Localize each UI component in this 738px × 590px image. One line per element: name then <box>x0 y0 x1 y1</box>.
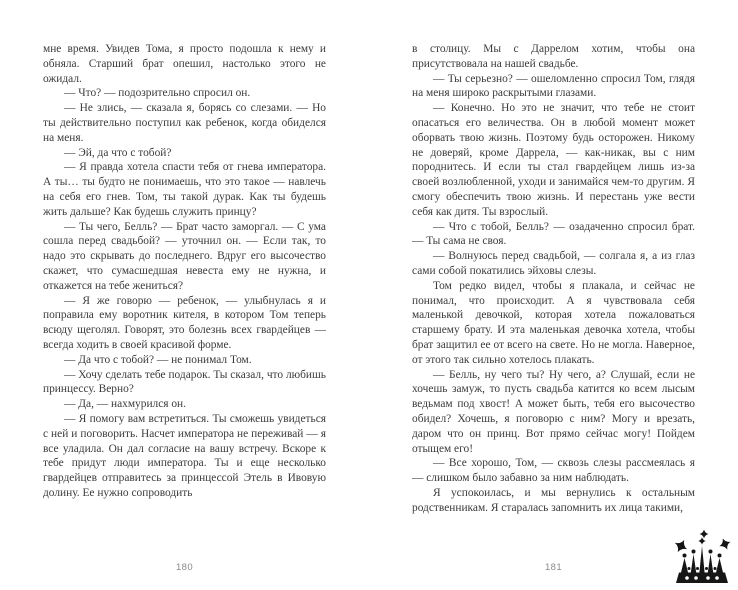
paragraph: — Волнуюсь перед свадьбой, — солгала я, а из глаз сами собой покатились эйховы слезы. <box>412 250 695 277</box>
paragraph: — Я помогу вам встретиться. Ты сможешь увидеться с ней и поговорить. Насчет императора не переживай — я все уладила. Он дал согласие на вашу встречу. Вскоре к тебе придут люди императора. Ты и еще несколько гвардейцев отправитесь за принцессой Этель в Ивовую долину. Ее нужно сопроводить <box>43 412 326 499</box>
paragraph: — Белль, ну чего ты? Ну чего, а? Слушай, если не хочешь замуж, то пусть свадьба катится ко всем лысым ведьмам под хвост! А может быть, тебя его высочество обидел? Хочешь, я поговорю с ним? Могу и врезать, даром что он принц. Вот прямо сейчас могу! Пойдем отыщем его! <box>412 368 695 455</box>
paragraph: — Я правда хотела спасти тебя от гнева императора. А ты… ты будто не понимаешь, что это такое — навлечь на себя его гнев. Том, ты такой дурак. Как ты будешь жить дальше? Как будешь служить принцу? <box>43 161 326 218</box>
page-number-right: 181 <box>544 562 563 573</box>
page-right-text <box>412 42 695 516</box>
paragraph: — Что с тобой, Белль? — озадаченно спросил брат. — Ты сама не своя. <box>412 220 695 248</box>
page-number-left: 180 <box>175 562 194 573</box>
paragraph: — Эй, да что с тобой? <box>64 146 172 159</box>
paragraph: — Я же говорю — ребенок, — улыбнулась я и поправила ему воротник кителя, в котором Том теперь всюду щеголял. Говорят, это болезнь всех гвардейцев — всегда ходить в своей красивой форме. <box>43 294 326 351</box>
crown-icon <box>666 527 736 587</box>
paragraph: — Да, — нахмурился он. <box>64 398 187 411</box>
paragraph: — Что? — подозрительно спросил он. <box>64 87 251 100</box>
paragraph: — Ты серьезно? — ошеломленно спросил Том, глядя на меня широко раскрытыми глазами. <box>412 72 695 100</box>
paragraph: — Ты чего, Белль? — Брат часто заморгал. — С ума сошла перед свадьбой? — уточнил он. — Если так, то надо это скрывать до последнего. Вдруг его высочество скажет, что сумасшедшая невеста ему не нужна, и откажется на тебе жениться? <box>43 220 326 292</box>
paragraph: Том редко видел, чтобы я плакала, и сейчас не понимал, что происходит. А я чувствовала себя маленькой девочкой, которая хотела пожаловаться старшему брату. И эта маленькая девочка хотела, чтобы брат защитил ее от всего на свете. Но не могла. Наверное, от этого так сильно хотелось плакать. <box>412 279 695 366</box>
page-left-text <box>43 42 326 501</box>
paragraph: — Хочу сделать тебе подарок. Ты сказал, что любишь принцессу. Верно? <box>43 368 326 396</box>
paragraph: в столицу. Мы с Даррелом хотим, чтобы она присутствовала на нашей свадьбе. <box>412 43 695 70</box>
paragraph: — Да что с тобой? — не понимал Том. <box>64 353 252 366</box>
paragraph: — Все хорошо, Том, — сквозь слезы рассмеялась я — слишком было забавно за ним наблюдать. <box>412 457 695 485</box>
paragraph: Я успокоилась, и мы вернулись к остальным родственникам. Я старалась запомнить их лица такими, <box>412 486 695 514</box>
page-right <box>369 0 738 590</box>
paragraph: — Конечно. Но это не значит, что тебе не стоит опасаться его величества. Он в любой момент может оборвать твою жизнь. Поэтому будь осторожен. Никому не доверяй, кроме Даррела, — как-никак, вы с ним породнитесь. И если ты стал гвардейцем лишь из-за своей возлюбленной, уходи и занимайся чем-то другим. Я смогу обеспечить твою жизнь. И перестань уже вести себя как дитя. Ты взрослый. <box>412 102 695 218</box>
paragraph: — Не злись, — сказала я, борясь со слезами. — Но ты действительно поступил как ребенок, когда обиделся на меня. <box>43 102 326 144</box>
paragraph: мне время. Увидев Тома, я просто подошла к нему и обняла. Старший брат опешил, настолько этого не ожидал. <box>43 43 326 85</box>
